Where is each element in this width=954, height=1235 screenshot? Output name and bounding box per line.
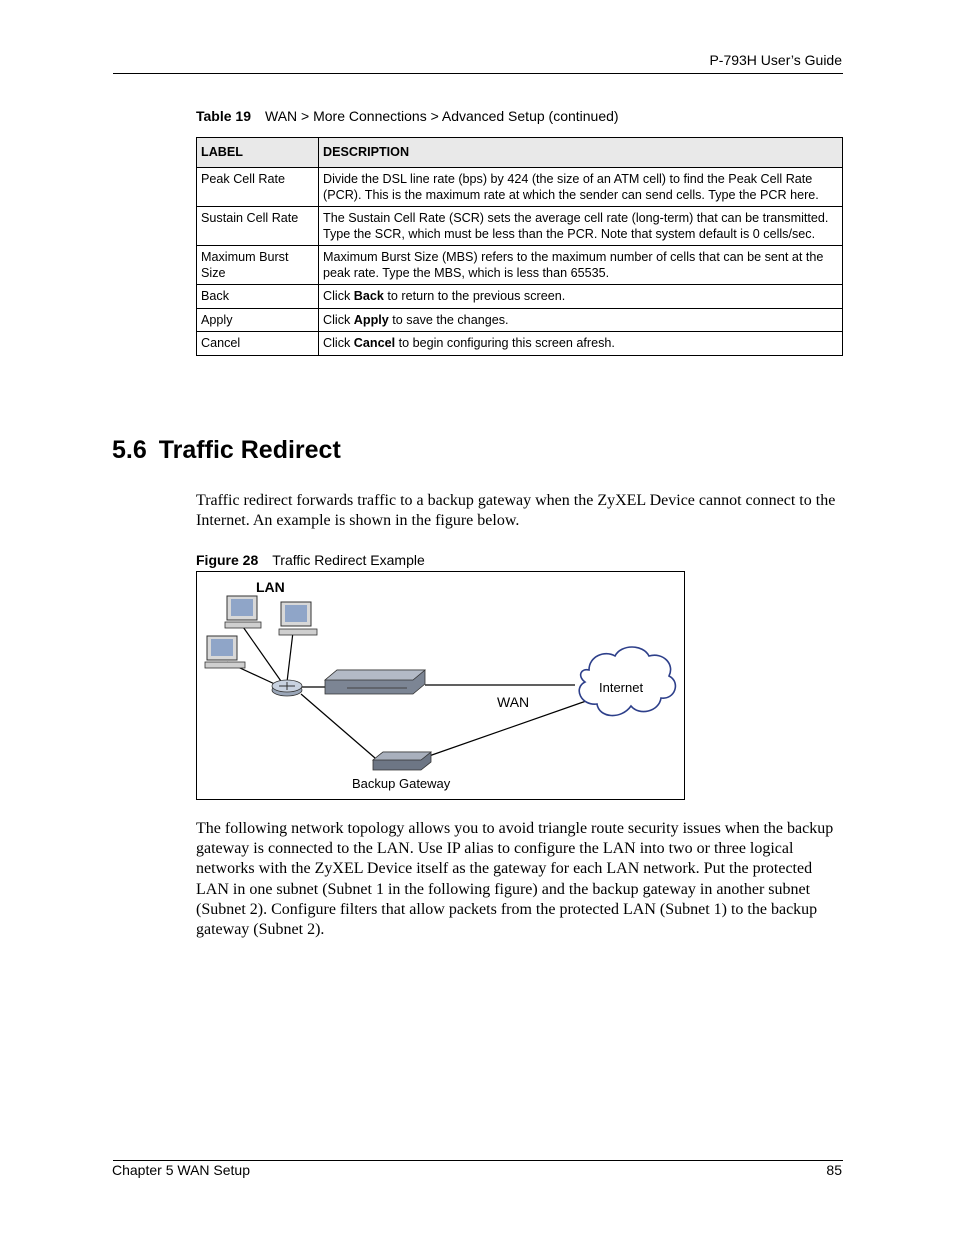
description-text: Click bbox=[323, 312, 354, 327]
row-label: Back bbox=[197, 285, 319, 309]
table-header-row bbox=[197, 138, 843, 168]
row-description bbox=[319, 207, 843, 246]
link-pc2-hub bbox=[287, 632, 293, 682]
description-text: Click bbox=[323, 289, 354, 303]
network-diagram bbox=[197, 572, 684, 799]
table-row bbox=[197, 246, 843, 285]
traffic-redirect-figure bbox=[196, 571, 685, 800]
running-header-title: P-793H User’s Guide bbox=[709, 52, 842, 68]
backup-gateway-icon bbox=[373, 752, 431, 770]
wan-label: WAN bbox=[497, 694, 530, 710]
advanced-setup-table bbox=[196, 137, 843, 356]
row-description bbox=[319, 308, 843, 332]
figure-caption-number: Figure 28 bbox=[196, 552, 259, 568]
table-caption bbox=[196, 108, 619, 124]
description-bold: Cancel bbox=[353, 336, 396, 350]
header-rule bbox=[113, 73, 843, 74]
description-bold: Back bbox=[353, 289, 384, 303]
zyxel-device-icon bbox=[325, 670, 425, 694]
hub-icon bbox=[272, 680, 302, 696]
description-text: to begin configuring this screen afresh. bbox=[395, 336, 615, 350]
footer-chapter: Chapter 5 WAN Setup bbox=[112, 1162, 250, 1178]
table-row bbox=[197, 207, 843, 246]
table-row bbox=[197, 168, 843, 207]
table-caption-text: WAN > More Connections > Advanced Setup (continued) bbox=[265, 108, 619, 124]
description-text: to return to the previous screen. bbox=[383, 289, 566, 303]
table-caption-number: Table 19 bbox=[196, 108, 251, 124]
backup-gateway-label: Backup Gateway bbox=[352, 776, 451, 791]
topology-paragraph: The following network topology allows you to avoid triangle route security issues when the backup gateway is connected to the LAN. Use IP alias to configure the LAN into two or three logical networks with the ZyXEL Device itself as the gateway for each LAN network. Put the protected LAN in one subnet (Subnet 1 in the following figure) and the backup gateway in another subnet (Subnet 2). Configure filters that allow packets from the protected LAN (Subnet 1) to the backup gateway (Subnet 2). bbox=[196, 820, 834, 939]
row-label: Sustain Cell Rate bbox=[197, 207, 319, 246]
row-description bbox=[319, 332, 843, 356]
column-header-description: DESCRIPTION bbox=[319, 138, 843, 168]
row-description bbox=[319, 246, 843, 285]
row-description bbox=[319, 168, 843, 207]
table-row bbox=[197, 285, 843, 309]
row-label: Apply bbox=[197, 308, 319, 332]
computer-icon bbox=[279, 602, 317, 635]
row-description bbox=[319, 285, 843, 309]
lan-label: LAN bbox=[256, 579, 285, 595]
section-number: 5.6 bbox=[112, 436, 147, 464]
footer-rule bbox=[113, 1160, 843, 1161]
description-text: Maximum Burst Size (MBS) refers to the maximum number of cells that can be sent at the peak rate. Type the MBS, which is less than 65535. bbox=[323, 250, 824, 280]
footer-page-number: 85 bbox=[826, 1162, 842, 1178]
link-pc1-hub bbox=[241, 624, 283, 684]
table-row bbox=[197, 332, 843, 356]
intro-paragraph: Traffic redirect forwards traffic to a backup gateway when the ZyXEL Device cannot connect to the Internet. An example is shown in the figure below. bbox=[196, 492, 836, 530]
description-text: to save the changes. bbox=[388, 312, 509, 327]
row-label: Cancel bbox=[197, 332, 319, 356]
link-hub-backup bbox=[301, 694, 375, 758]
computer-icon bbox=[225, 596, 261, 628]
table-row bbox=[197, 308, 843, 332]
section-heading bbox=[112, 436, 341, 465]
column-header-label: LABEL bbox=[197, 138, 319, 168]
internet-label: Internet bbox=[599, 680, 644, 695]
description-text: Divide the DSL line rate (bps) by 424 (the size of an ATM cell) to find the Peak Cell Rate (PCR). This is the maximum rate at which the sender can send cells. Type the PCR here. bbox=[323, 172, 819, 202]
description-text: The Sustain Cell Rate (SCR) sets the average cell rate (long-term) that can be transmitted. Type the SCR, which must be less than the PCR. Note that system default is 0 cells/sec. bbox=[323, 211, 829, 241]
section-title: Traffic Redirect bbox=[158, 436, 341, 464]
figure-caption-text: Traffic Redirect Example bbox=[272, 552, 425, 568]
row-label: Peak Cell Rate bbox=[197, 168, 319, 207]
computer-icon bbox=[205, 636, 245, 668]
row-label: Maximum Burst Size bbox=[197, 246, 319, 285]
figure-caption bbox=[196, 552, 425, 568]
description-text: Click bbox=[323, 336, 354, 350]
description-bold: Apply bbox=[353, 312, 389, 327]
